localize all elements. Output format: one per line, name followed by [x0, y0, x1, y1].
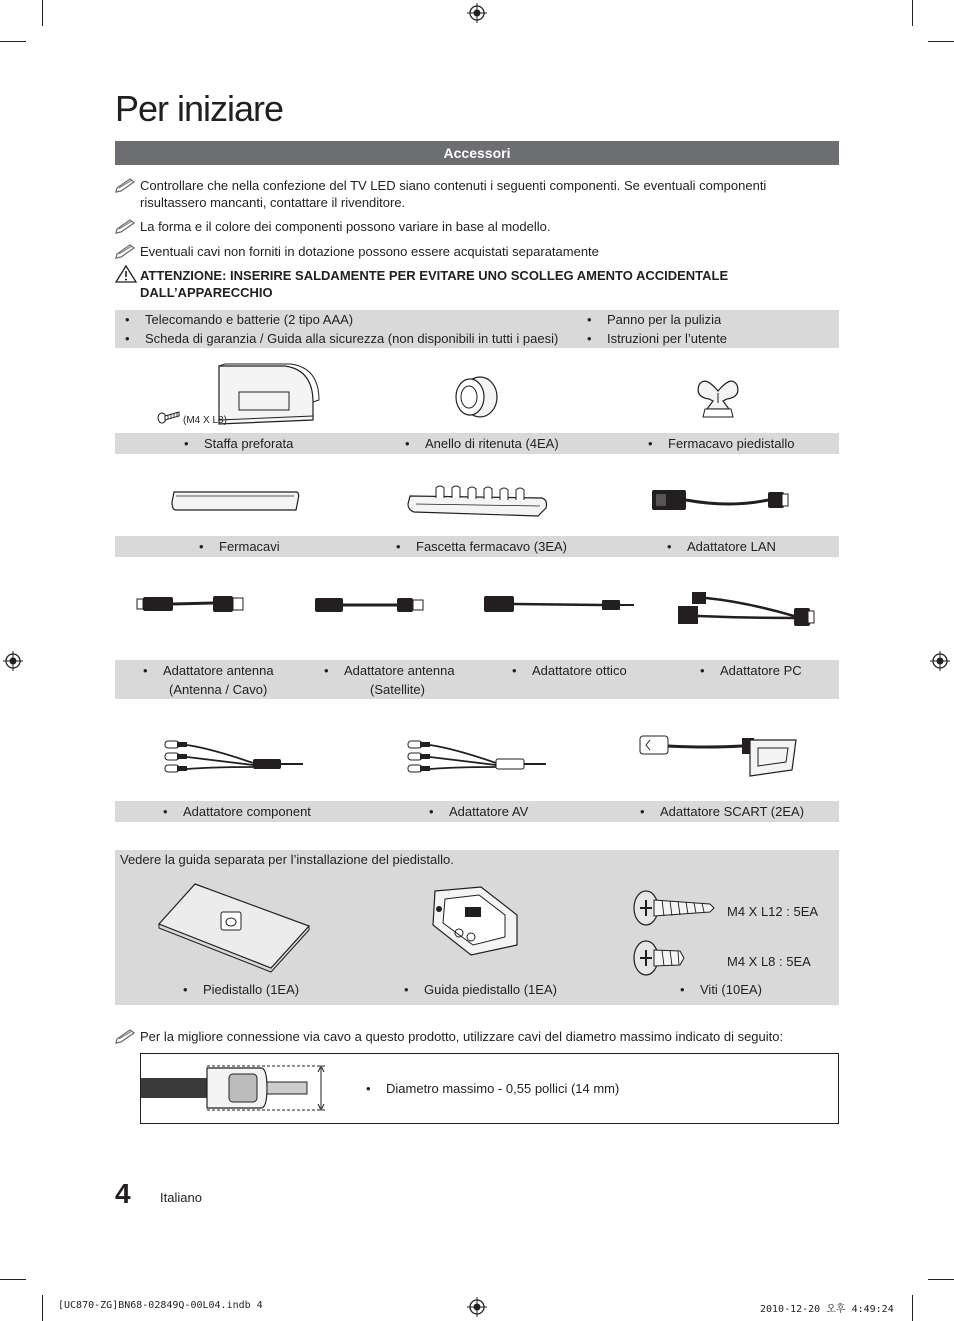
item-label: • Adattatore component [163, 802, 311, 821]
crop-mark [0, 41, 26, 42]
cable-tie-icon [170, 488, 302, 514]
stand-guide-icon [425, 885, 525, 961]
note [115, 243, 815, 260]
list-item: • Panno per la pulizia [587, 310, 721, 329]
crop-mark [928, 1279, 954, 1280]
crop-mark [912, 1295, 913, 1321]
crop-mark [0, 1279, 26, 1280]
section-header: Accessori [115, 141, 839, 165]
footer-file-info: [UC870-ZG]BN68-02849Q-00L04.indb 4 [58, 1300, 263, 1311]
item-label: • Adattatore antenna [143, 661, 274, 680]
list-item: • Scheda di garanzia / Guida alla sicurezza (non disponibili in tutti i paesi) [125, 329, 558, 348]
cable-spec-text: • Diametro massimo - 0,55 pollici (14 mm) [366, 1079, 619, 1098]
list-item: • Istruzioni per l’utente [587, 329, 727, 348]
item-label: • Fascetta fermacavo (3EA) [396, 537, 567, 556]
registration-mark-icon [467, 1297, 487, 1317]
item-sublabel: (Antenna / Cavo) [169, 682, 268, 697]
optical-adapter-icon [482, 592, 636, 616]
item-label: • Adattatore AV [429, 802, 528, 821]
item-label: • Adattatore SCART (2EA) [640, 802, 804, 821]
small-screw-label: M4 X L8 : 5EA [727, 954, 811, 969]
stand-base-icon [155, 880, 315, 972]
note [115, 218, 815, 235]
list-item: • Telecomando e batterie (2 tipo AAA) [125, 310, 353, 329]
component-adapter-icon [163, 737, 307, 777]
warning [115, 267, 765, 301]
crop-mark [42, 0, 43, 26]
crop-mark [42, 1295, 43, 1321]
item-label: • Guida piedistallo (1EA) [404, 980, 557, 999]
pencil-note-icon [115, 1026, 137, 1044]
note-text: La forma e il colore dei componenti possono variare in base al modello. [140, 219, 551, 234]
pencil-note-icon [115, 216, 137, 234]
stand-intro: Vedere la guida separata per l’installazione del piedistallo. [120, 852, 454, 867]
registration-mark-icon [930, 651, 950, 671]
registration-mark-icon [3, 651, 23, 671]
note [115, 1028, 839, 1045]
footer-timestamp: 2010-12-20 오후 4:49:24 [760, 1304, 894, 1315]
retaining-ring-icon [452, 375, 500, 419]
item-label: • Fermacavi [199, 537, 280, 556]
antenna-adapter-icon [135, 592, 247, 616]
item-label: • Staffa preforata [184, 434, 293, 453]
screw-icon [157, 408, 181, 424]
crop-mark [928, 41, 954, 42]
scart-adapter-icon [638, 726, 800, 782]
satellite-adapter-icon [313, 594, 427, 616]
item-sublabel: (Satellite) [370, 682, 425, 697]
item-label: • Adattatore LAN [667, 537, 776, 556]
page-number: 4 [115, 1178, 131, 1209]
stand-cable-holder-icon [693, 373, 743, 421]
warning-text: ATTENZIONE: INSERIRE SALDAMENTE PER EVITARE UNO SCOLLEG AMENTO ACCIDENTALE DALL’APPARECCHIO [140, 268, 729, 300]
warning-icon [115, 265, 137, 283]
note-text: Per la migliore connessione via cavo a questo prodotto, utilizzare cavi del diametro massimo indicato di seguito: [140, 1029, 784, 1044]
large-screw-icon [632, 888, 716, 928]
av-adapter-icon [406, 737, 550, 777]
pencil-note-icon [115, 175, 137, 193]
note [115, 177, 815, 211]
note-text: Controllare che nella confezione del TV LED siano contenuti i seguenti componenti. Se eventuali componenti risultassero mancanti, contattare il rivenditore. [140, 178, 767, 210]
large-screw-label: M4 X L12 : 5EA [727, 904, 819, 919]
item-label: • Adattatore antenna [324, 661, 455, 680]
item-label: • Fermacavo piedistallo [648, 434, 794, 453]
cable-clip-icon [406, 484, 550, 520]
lan-adapter-icon [650, 486, 790, 516]
small-screw-icon [632, 938, 688, 978]
item-label: • Piedistallo (1EA) [183, 980, 299, 999]
item-label: • Anello di ritenuta (4EA) [405, 434, 559, 453]
cable-diameter-icon [141, 1062, 331, 1114]
pc-adapter-icon [676, 588, 816, 632]
item-label: • Adattatore ottico [512, 661, 627, 680]
item-label: • Adattatore PC [700, 661, 802, 680]
crop-mark [912, 0, 913, 26]
note-text: Eventuali cavi non forniti in dotazione possono essere acquistati separatamente [140, 244, 599, 259]
language-label: Italiano [160, 1190, 202, 1205]
item-label: • Viti (10EA) [680, 980, 762, 999]
pencil-note-icon [115, 241, 137, 259]
page-title: Per iniziare [115, 88, 284, 129]
screw-size-label: (M4 X L8) [183, 415, 227, 426]
registration-mark-icon [467, 3, 487, 23]
